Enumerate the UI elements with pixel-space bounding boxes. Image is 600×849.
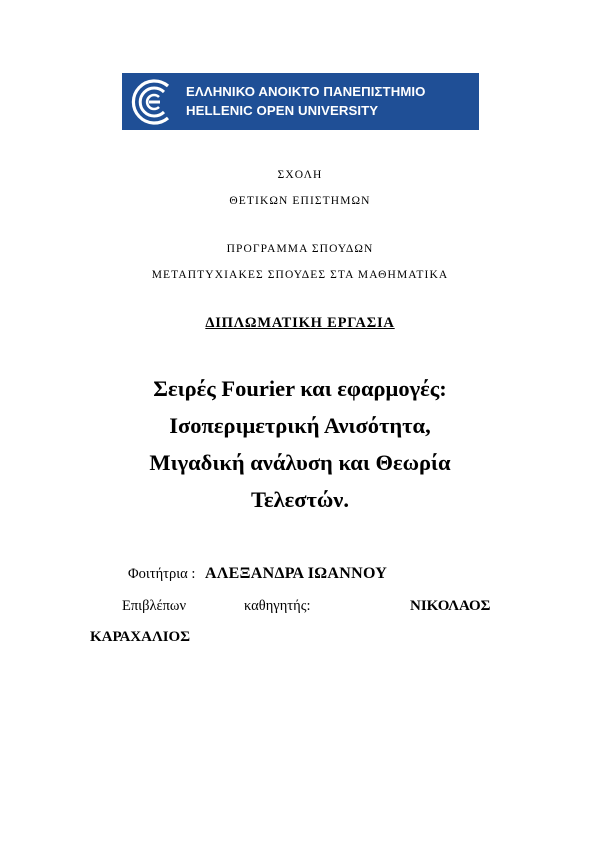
school-line-2: ΘΕΤΙΚΩΝ ΕΠΙΣΤΗΜΩΝ [229,195,371,207]
logo-line-greek: ΕΛΛΗΝΙΚΟ ΑΝΟΙΚΤΟ ΠΑΝΕΠΙΣΤΗΜΙΟ [186,84,426,99]
university-logo [122,73,479,130]
student-line [128,565,387,583]
student-name: ΑΛΕΞΑΝΔΡΑ ΙΩΑΝΝΟΥ [205,565,388,582]
title-line-4: Τελεστών. [251,487,349,512]
logo-line-english: HELLENIC OPEN UNIVERSITY [186,103,379,118]
logo-text [186,82,426,120]
university-emblem-icon [128,77,180,127]
supervisor-label-part1: Επιβλέπων [122,598,186,614]
program-line-2: ΜΕΤΑΠΤΥΧΙΑΚΕΣ ΣΠΟΥΔΕΣ ΣΤΑ ΜΑΘΗΜΑΤΙΚΑ [151,269,449,281]
program-block [0,236,600,288]
supervisor-first-name: ΝΙΚΟΛΑΟΣ [410,598,491,614]
title-line-1: Σειρές Fourier και εφαρμογές: [153,376,447,401]
title-line-3: Μιγαδική ανάλυση και Θεωρία [149,450,451,475]
supervisor-label-part2: καθηγητής: [244,598,311,614]
student-label: Φοιτήτρια : [128,566,196,582]
thesis-title [0,370,600,518]
school-block [0,162,600,214]
document-type-heading: ΔΙΠΛΩΜΑΤΙΚΗ ΕΡΓΑΣΙΑ [205,315,395,331]
supervisor-last-name: ΚΑΡΑΧΑΛΙΟΣ [90,629,191,645]
title-line-2: Ισοπεριμετρική Ανισότητα, [169,413,431,438]
school-line-1: ΣΧΟΛΗ [277,169,323,181]
program-line-1: ΠΡΟΓΡΑΜΜΑ ΣΠΟΥΔΩΝ [226,243,374,255]
